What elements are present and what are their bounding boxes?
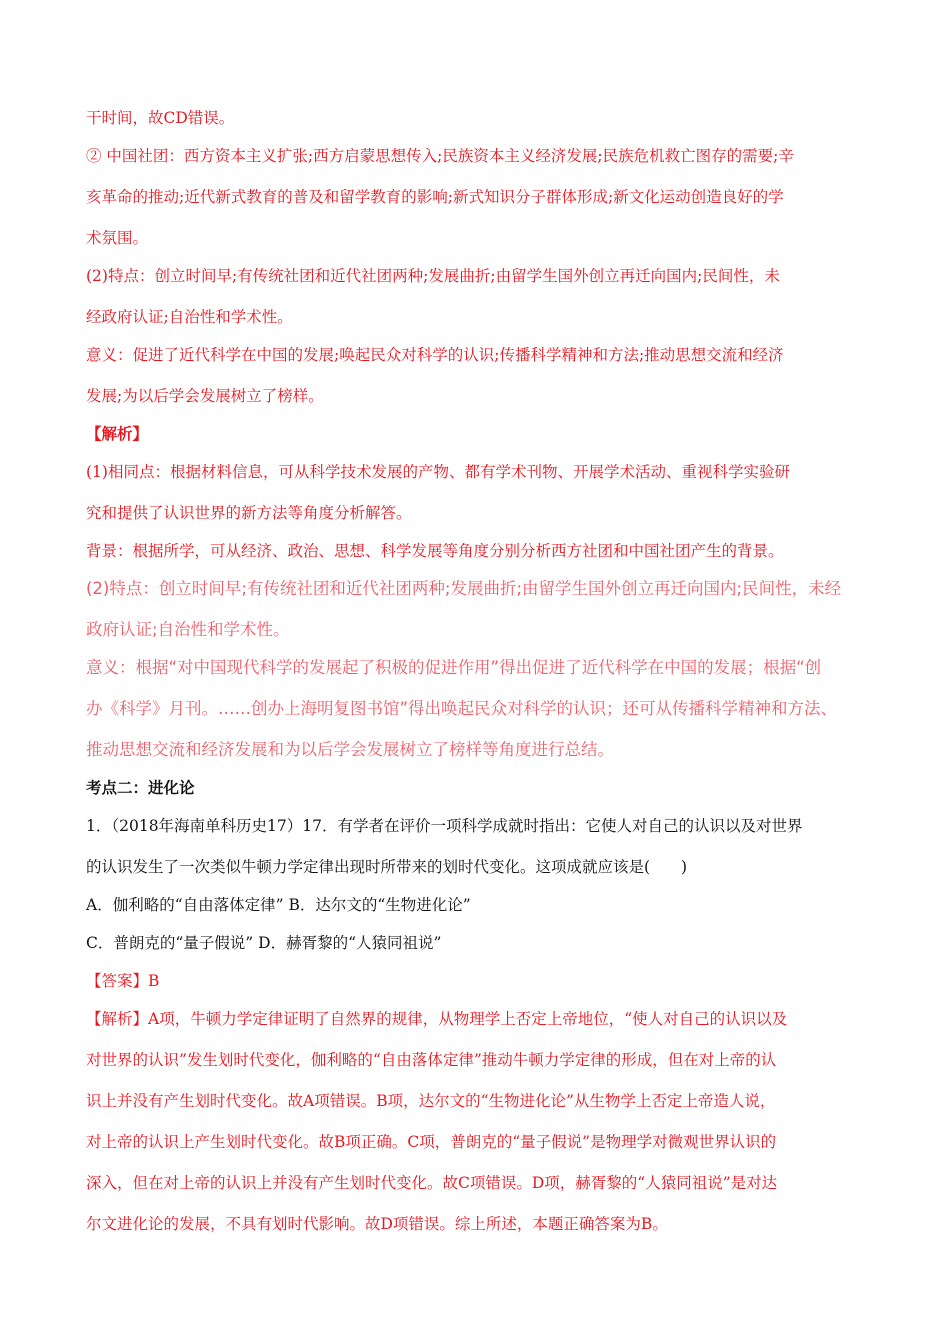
question-line-1: 1．（2018年海南单科历史17）17．有学者在评价一项科学成就时指出：它使人对自己的认识以及对世界 [86, 817, 803, 835]
question-line-2: 的认识发生了一次类似牛顿力学定律出现时所带来的划时代变化。这项成就应该是( ) [86, 858, 688, 876]
analysis-same-line-2: 究和提供了认识世界的新方法等角度分析解答。 [86, 504, 412, 522]
analysis-label: 【解析】 [86, 424, 149, 443]
analysis-meaning-line-2: 办《科学》月刊。……创办上海明复图书馆”得出唤起民众对科学的认识；还可从传播科学精神和方法、 [86, 699, 838, 718]
features-line-2: 经政府认证;自治性和学术性。 [86, 308, 293, 326]
china-background-line-2: 亥革命的推动;近代新式教育的普及和留学教育的影响;新式知识分子群体形成;新文化运动创造良好的学 [86, 188, 784, 206]
options-c-d: C．普朗克的“量子假说” D．赫胥黎的“人猿同祖说” [86, 934, 442, 952]
analysis-meaning-line-1: 意义：根据“对中国现代科学的发展起了积极的促进作用”得出促进了近代科学在中国的发展；根据“创 [86, 658, 822, 677]
explanation-line-5: 深入，但在对上帝的认识上并没有产生划时代变化。故C项错误。D项，赫胥黎的“人猿同祖说”是对达 [86, 1174, 778, 1192]
options-a-b: A．伽利略的“自由落体定律” B．达尔文的“生物进化论” [86, 896, 471, 914]
explanation-line-3: 识上并没有产生划时代变化。故A项错误。B项，达尔文的“生物进化论”从生物学上否定上帝造人说， [86, 1092, 776, 1110]
meaning-line-1: 意义：促进了近代科学在中国的发展;唤起民众对科学的认识;传播科学精神和方法;推动思想交流和经济 [86, 346, 784, 364]
analysis-same-line-1: (1)相同点：根据材料信息，可从科学技术发展的产物、都有学术刊物、开展学术活动、重视科学实验研 [86, 463, 790, 481]
analysis-features-line-2: 政府认证;自治性和学术性。 [86, 620, 290, 639]
meaning-line-2: 发展;为以后学会发展树立了榜样。 [86, 387, 324, 405]
section-heading: 考点二：进化论 [86, 778, 195, 797]
china-background-line-1: ② 中国社团：西方资本主义扩张;西方启蒙思想传入;民族资本主义经济发展;民族危机救亡图存的需要;辛 [86, 147, 794, 165]
features-line-1: (2)特点：创立时间早;有传统社团和近代社团两种;发展曲折;由留学生国外创立再迁向国内;民间性，未 [86, 267, 780, 285]
explanation-line-2: 对世界的认识”发生划时代变化，伽利略的“自由落体定律”推动牛顿力学定律的形成，但在对上帝的认 [86, 1051, 777, 1069]
explanation-line-6: 尔文进化论的发展，不具有划时代影响。故D项错误。综上所述，本题正确答案为B。 [86, 1215, 668, 1233]
analysis-background: 背景：根据所学，可从经济、政治、思想、科学发展等角度分别分析西方社团和中国社团产生的背景。 [86, 542, 784, 560]
document-page [86, 108, 870, 1234]
analysis-meaning-line-3: 推动思想交流和经济发展和为以后学会发展树立了榜样等角度进行总结。 [86, 740, 614, 759]
answer-label: 【答案】B [86, 972, 160, 990]
explanation-line-1: 【解析】A项，牛顿力学定律证明了自然界的规律，从物理学上否定上帝地位，“使人对自己的认识以及 [86, 1010, 788, 1028]
china-background-line-3: 术氛围。 [86, 229, 149, 247]
answer-continuation: 干时间，故CD错误。 [86, 109, 235, 127]
analysis-features-line-1: (2)特点：创立时间早;有传统社团和近代社团两种;发展曲折;由留学生国外创立再迁向国内;民间性，未经 [86, 579, 842, 598]
explanation-line-4: 对上帝的认识上产生划时代变化。故B项正确。C项，普朗克的“量子假说”是物理学对微观世界认识的 [86, 1133, 777, 1151]
